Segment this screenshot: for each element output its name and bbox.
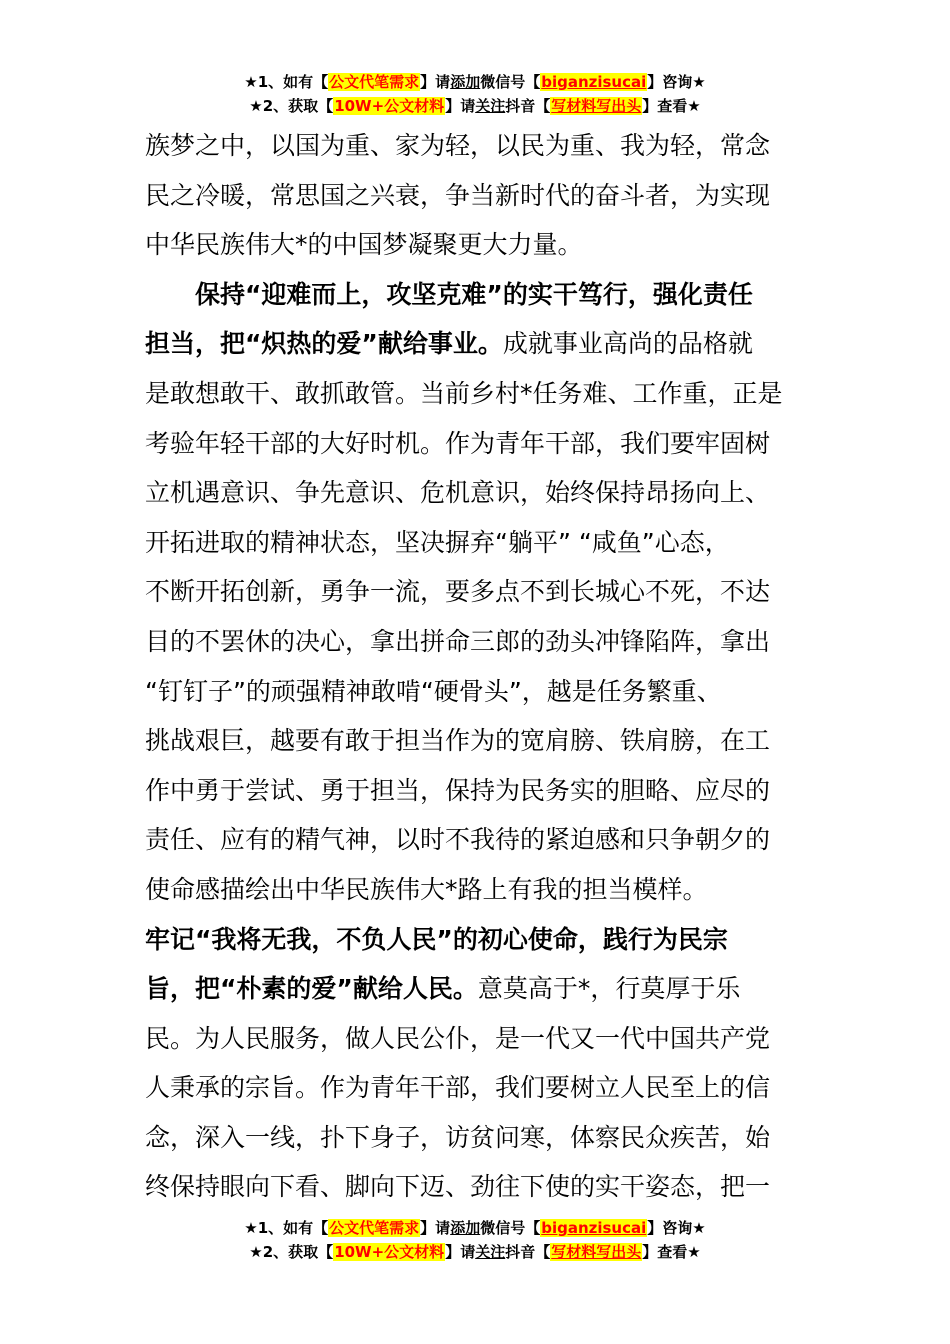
text-line: 终保持眼向下看、脚向下迈、劲往下使的实干姿态，把一 <box>145 1172 771 1202</box>
section-heading-line: 保持“迎难而上，攻坚克难”的实干笃行，强化责任 <box>195 279 753 309</box>
document-body <box>145 121 810 1212</box>
text-line: 念，深入一线，扑下身子，访贫问寒，体察民众疾苦，始 <box>145 1122 771 1152</box>
text-line: 族梦之中，以国为重、家为轻，以民为重、我为轻，常念 <box>145 131 771 160</box>
banner-text: ★2、获取【 <box>249 1243 334 1261</box>
banner-line-1 <box>0 70 950 94</box>
banner-text: 微信号【 <box>480 73 541 91</box>
text-line: 人秉承的宗旨。作为青年干部，我们要树立人民至上的信 <box>145 1073 771 1103</box>
highlight-materials: 10W+公文材料 <box>334 97 445 115</box>
banner-text: 】请 <box>445 1243 476 1261</box>
highlight-wechat-id: biganzisucai <box>541 73 647 91</box>
underlined-text: 添加 <box>450 1219 481 1237</box>
banner-text: 】咨询★ <box>647 1219 706 1237</box>
highlight-douyin-id: 写材料写出头 <box>551 97 642 115</box>
header-banner <box>0 70 950 118</box>
banner-text: ★1、如有【 <box>244 1219 329 1237</box>
text-line: 中华民族伟大*的中国梦凝聚更大力量。 <box>145 230 583 260</box>
text-line: 民之冷暖，常思国之兴衰，争当新时代的奋斗者，为实现 <box>145 180 771 210</box>
banner-text: 】请 <box>420 73 451 91</box>
text-line: 挑战艰巨，越要有敢于担当作为的宽肩膀、铁肩膀，在工 <box>145 726 771 756</box>
text-line: 不断开拓创新，勇争一流，要多点不到长城心不死，不达 <box>145 577 771 607</box>
text-line: 立机遇意识、争先意识、危机意识，始终保持昂扬向上、 <box>145 478 771 508</box>
underlined-text: 关注 <box>475 97 506 115</box>
text-line: 开拓进取的精神状态，坚决摒弃“躺平” “咸鱼”心态， <box>145 527 730 557</box>
text-line: 作中勇于尝试、勇于担当，保持为民务实的胆略、应尽的 <box>145 775 771 805</box>
banner-line-1 <box>0 1216 950 1240</box>
text-line: 责任、应有的精气神，以时不我待的紧迫感和只争朝夕的 <box>145 825 771 855</box>
underlined-text: 添加 <box>450 73 481 91</box>
highlight-douyin-id: 写材料写出头 <box>551 1243 642 1261</box>
banner-text: 】查看★ <box>642 97 701 115</box>
highlight-materials: 10W+公文材料 <box>334 1243 445 1261</box>
section-heading-line: 担当，把“炽热的爱”献给事业。成就事业高尚的品格就 <box>145 329 753 359</box>
underlined-text: 关注 <box>475 1243 506 1261</box>
text-line: “钉钉子”的顽强精神敢啃“硬骨头”，越是任务繁重、 <box>145 676 722 706</box>
banner-text: 】请 <box>420 1219 451 1237</box>
highlight-wechat-id: biganzisucai <box>541 1219 647 1237</box>
banner-text: 抖音【 <box>505 1243 551 1261</box>
text-line: 考验年轻干部的大好时机。作为青年干部，我们要牢固树 <box>145 428 771 458</box>
text-line: 目的不罢休的决心，拿出拼命三郎的劲头冲锋陷阵，拿出 <box>145 626 771 656</box>
text-line: 使命感描绘出中华民族伟大*路上有我的担当模样。 <box>145 874 708 904</box>
highlight-service: 公文代笔需求 <box>329 73 420 91</box>
section-heading-line: 旨，把“朴素的爱”献给人民。意莫高于*，行莫厚于乐 <box>145 974 741 1004</box>
banner-text: 】查看★ <box>642 1243 701 1261</box>
section-heading-line: 牢记“我将无我，不负人民”的初心使命，践行为民宗 <box>145 924 728 954</box>
banner-text: 微信号【 <box>480 1219 541 1237</box>
banner-text: 】请 <box>445 97 476 115</box>
banner-text: 】咨询★ <box>647 73 706 91</box>
banner-text: ★1、如有【 <box>244 73 329 91</box>
footer-banner <box>0 1216 950 1264</box>
highlight-service: 公文代笔需求 <box>329 1219 420 1237</box>
banner-line-2 <box>0 94 950 118</box>
banner-text: 抖音【 <box>505 97 551 115</box>
banner-text: ★2、获取【 <box>249 97 334 115</box>
text-line: 民。为人民服务，做人民公仆，是一代又一代中国共产党 <box>145 1023 771 1053</box>
banner-line-2 <box>0 1240 950 1264</box>
text-line: 是敢想敢干、敢抓敢管。当前乡村*任务难、工作重，正是 <box>145 378 783 408</box>
